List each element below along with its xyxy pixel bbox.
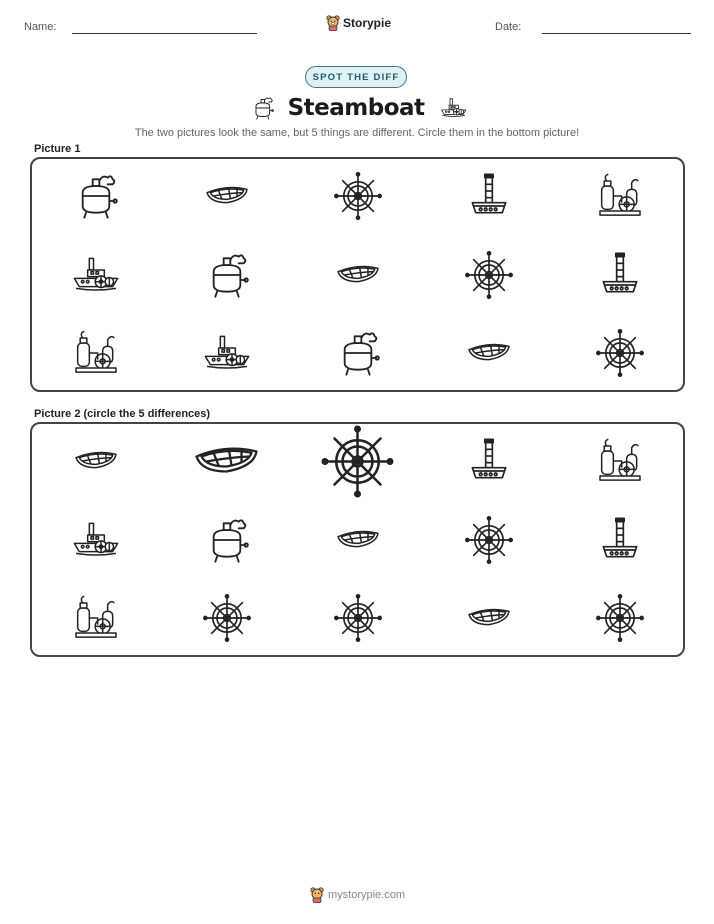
footer: [310, 885, 405, 905]
date-field[interactable]: [542, 33, 691, 34]
funnel-boat-icon: [464, 171, 514, 221]
brand-name: Storypie: [343, 16, 392, 30]
boiler-icon: [250, 93, 276, 123]
funnel-boat-icon[interactable]: [595, 515, 645, 565]
ship-wheel-icon[interactable]: [202, 593, 252, 643]
rowboat-icon[interactable]: [189, 424, 264, 499]
steamboat-icon[interactable]: [71, 515, 121, 565]
steamboat-icon: [437, 94, 470, 122]
footer-url[interactable]: mystorypie.com: [328, 889, 406, 901]
bear-icon: [326, 15, 340, 31]
boiler-icon: [333, 328, 383, 378]
boiler-icon: [71, 171, 121, 221]
steamboat-icon: [71, 250, 121, 300]
ship-wheel-icon[interactable]: [464, 515, 514, 565]
funnel-boat-icon: [595, 250, 645, 300]
picture2-label: Picture 2 (circle the 5 differences): [34, 408, 211, 420]
picture1-label: Picture 1: [34, 143, 81, 155]
steam-engine-icon[interactable]: [71, 593, 121, 643]
rowboat-icon[interactable]: [464, 593, 514, 643]
ship-wheel-icon[interactable]: [320, 424, 395, 499]
rowboat-icon[interactable]: [333, 515, 383, 565]
rowboat-icon: [202, 171, 252, 221]
steamboat-icon: [202, 328, 252, 378]
category-badge: SPOT THE DIFF: [305, 66, 407, 88]
steam-engine-icon: [71, 328, 121, 378]
ship-wheel-icon[interactable]: [595, 593, 645, 643]
boiler-icon: [202, 250, 252, 300]
boiler-icon[interactable]: [202, 515, 252, 565]
brand-logo: [326, 13, 391, 33]
ship-wheel-icon: [333, 171, 383, 221]
picture1-panel: [30, 157, 685, 392]
funnel-boat-icon[interactable]: [464, 436, 514, 486]
ship-wheel-icon: [595, 328, 645, 378]
rowboat-icon[interactable]: [71, 436, 121, 486]
rowboat-icon: [464, 328, 514, 378]
name-label: Name:: [24, 21, 57, 33]
page-title: [250, 92, 470, 124]
name-field[interactable]: [72, 33, 257, 34]
bear-icon: [310, 887, 324, 903]
picture2-panel[interactable]: [30, 422, 685, 657]
ship-wheel-icon[interactable]: [333, 593, 383, 643]
title-text: Steamboat: [287, 95, 425, 121]
date-label: Date:: [495, 21, 522, 33]
instructions: The two pictures look the same, but 5 things are different. Circle them in the bottom picture!: [134, 127, 580, 139]
steam-engine-icon[interactable]: [595, 436, 645, 486]
rowboat-icon: [333, 250, 383, 300]
ship-wheel-icon: [464, 250, 514, 300]
steam-engine-icon: [595, 171, 645, 221]
